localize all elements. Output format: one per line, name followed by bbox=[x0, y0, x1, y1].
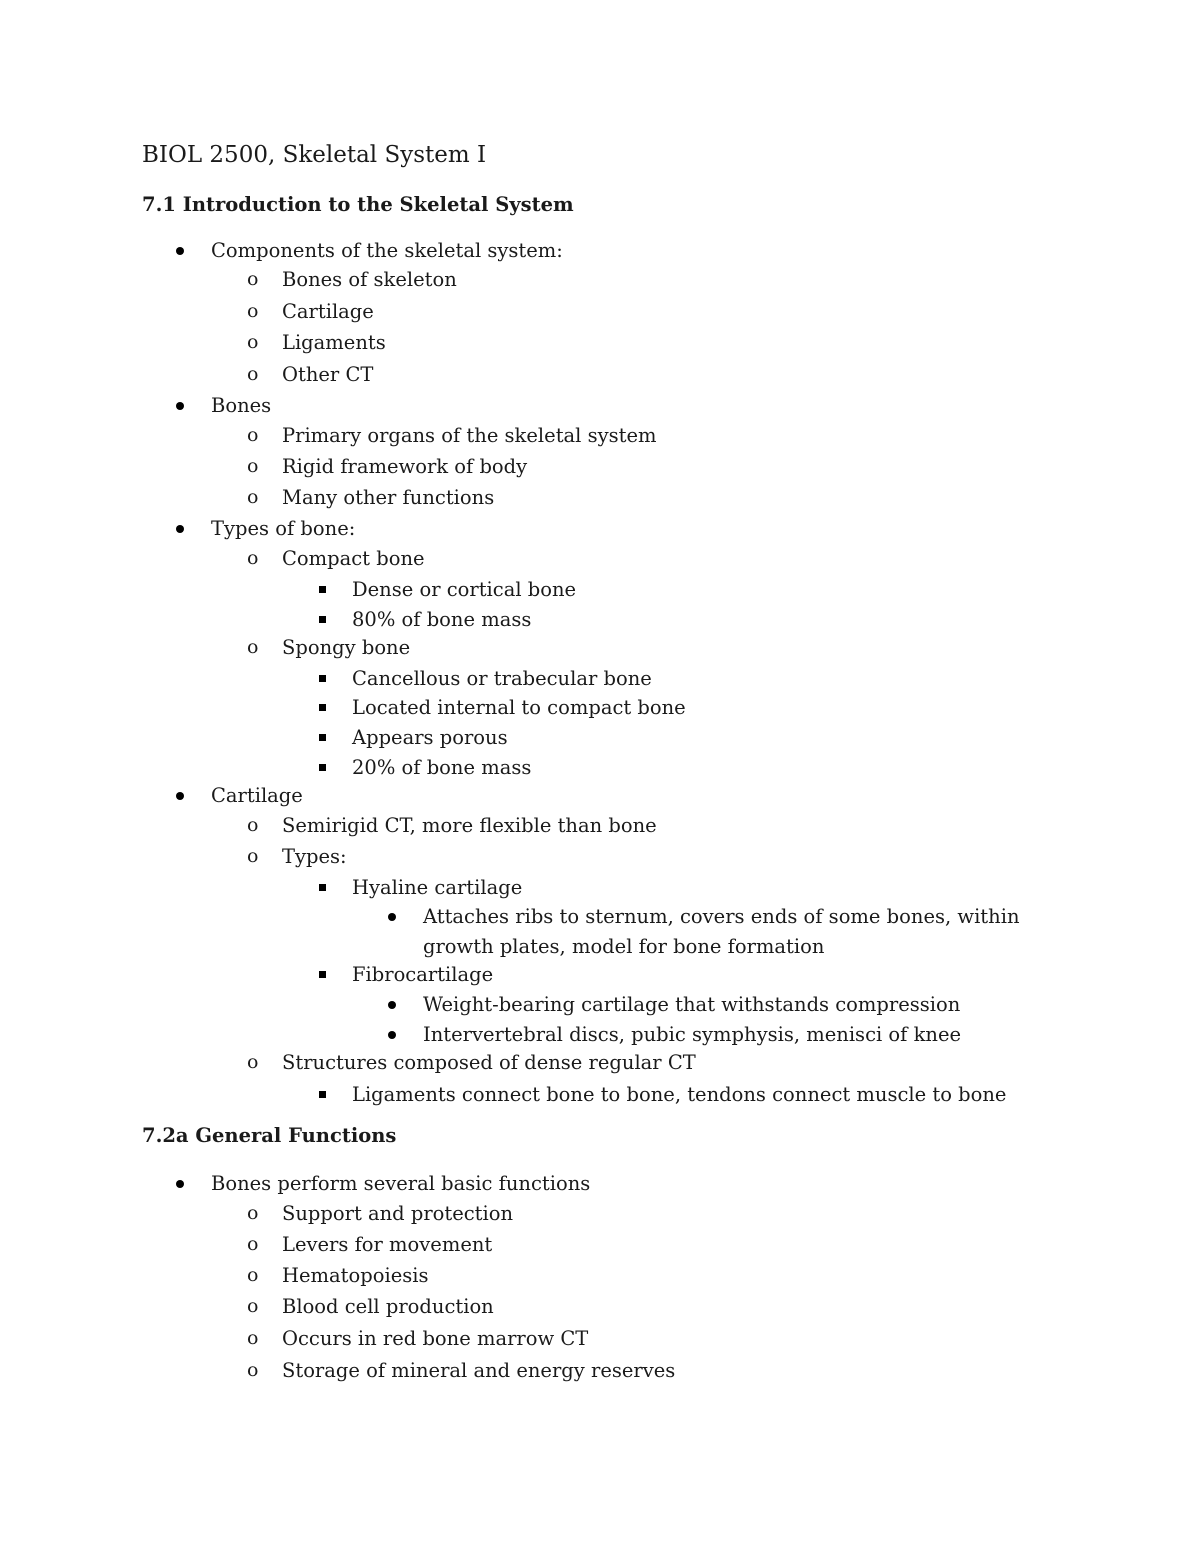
bullet-dot-icon bbox=[388, 913, 396, 921]
bullet-square-icon bbox=[319, 764, 326, 771]
bullet-circle-icon: o bbox=[247, 636, 259, 658]
bullet-square-icon bbox=[319, 704, 326, 711]
document-title: BIOL 2500, Skeletal System I bbox=[142, 142, 487, 168]
list-item-level-2: Levers for movement bbox=[282, 1233, 493, 1256]
list-item-level-1: Bones bbox=[211, 394, 272, 417]
list-item-level-2: Many other functions bbox=[282, 486, 495, 509]
list-item-level-2: Primary organs of the skeletal system bbox=[282, 424, 657, 447]
section-heading: 7.1 Introduction to the Skeletal System bbox=[142, 193, 574, 216]
list-item-level-2: Occurs in red bone marrow CT bbox=[282, 1327, 589, 1350]
list-item-level-2: Compact bone bbox=[282, 547, 425, 570]
bullet-circle-icon: o bbox=[247, 424, 259, 446]
list-item-level-4: Weight-bearing cartilage that withstands compression bbox=[423, 993, 961, 1016]
bullet-square-icon bbox=[319, 734, 326, 741]
list-item-level-3: Fibrocartilage bbox=[352, 963, 494, 986]
bullet-dot-icon bbox=[176, 525, 184, 533]
bullet-circle-icon: o bbox=[247, 300, 259, 322]
list-item-level-4: growth plates, model for bone formation bbox=[423, 935, 825, 958]
list-item-level-3: Hyaline cartilage bbox=[352, 876, 523, 899]
list-item-level-2: Semirigid CT, more flexible than bone bbox=[282, 814, 657, 837]
list-item-level-1: Components of the skeletal system: bbox=[211, 239, 563, 262]
bullet-dot-icon bbox=[176, 402, 184, 410]
list-item-level-2: Structures composed of dense regular CT bbox=[282, 1051, 696, 1074]
list-item-level-3: Dense or cortical bone bbox=[352, 578, 577, 601]
list-item-level-2: Cartilage bbox=[282, 300, 374, 323]
list-item-level-1: Bones perform several basic functions bbox=[211, 1172, 591, 1195]
bullet-square-icon bbox=[319, 1091, 326, 1098]
list-item-level-2: Ligaments bbox=[282, 331, 386, 354]
bullet-circle-icon: o bbox=[247, 363, 259, 385]
list-item-level-2: Storage of mineral and energy reserves bbox=[282, 1359, 676, 1382]
bullet-circle-icon: o bbox=[247, 1233, 259, 1255]
list-item-level-2: Bones of skeleton bbox=[282, 268, 457, 291]
bullet-square-icon bbox=[319, 675, 326, 682]
bullet-circle-icon: o bbox=[247, 1327, 259, 1349]
list-item-level-1: Cartilage bbox=[211, 784, 303, 807]
list-item-level-1: Types of bone: bbox=[211, 517, 356, 540]
list-item-level-2: Blood cell production bbox=[282, 1295, 494, 1318]
bullet-square-icon bbox=[319, 884, 326, 891]
list-item-level-2: Spongy bone bbox=[282, 636, 411, 659]
bullet-circle-icon: o bbox=[247, 547, 259, 569]
bullet-circle-icon: o bbox=[247, 1359, 259, 1381]
list-item-level-3: 20% of bone mass bbox=[352, 756, 532, 779]
list-item-level-3: Appears porous bbox=[352, 726, 508, 749]
bullet-circle-icon: o bbox=[247, 1051, 259, 1073]
list-item-level-2: Types: bbox=[282, 845, 347, 868]
bullet-circle-icon: o bbox=[247, 1264, 259, 1286]
bullet-circle-icon: o bbox=[247, 455, 259, 477]
bullet-circle-icon: o bbox=[247, 268, 259, 290]
list-item-level-2: Other CT bbox=[282, 363, 374, 386]
bullet-square-icon bbox=[319, 586, 326, 593]
bullet-circle-icon: o bbox=[247, 845, 259, 867]
list-item-level-3: 80% of bone mass bbox=[352, 608, 532, 631]
bullet-circle-icon: o bbox=[247, 1202, 259, 1224]
bullet-dot-icon bbox=[388, 1031, 396, 1039]
bullet-dot-icon bbox=[176, 792, 184, 800]
list-item-level-2: Hematopoiesis bbox=[282, 1264, 429, 1287]
bullet-circle-icon: o bbox=[247, 486, 259, 508]
bullet-circle-icon: o bbox=[247, 1295, 259, 1317]
bullet-square-icon bbox=[319, 616, 326, 623]
bullet-dot-icon bbox=[388, 1001, 396, 1009]
bullet-dot-icon bbox=[176, 1180, 184, 1188]
bullet-circle-icon: o bbox=[247, 814, 259, 836]
list-item-level-3: Ligaments connect bone to bone, tendons connect muscle to bone bbox=[352, 1083, 1007, 1106]
bullet-circle-icon: o bbox=[247, 331, 259, 353]
bullet-dot-icon bbox=[176, 247, 184, 255]
list-item-level-3: Located internal to compact bone bbox=[352, 696, 686, 719]
list-item-level-4: Attaches ribs to sternum, covers ends of some bones, within bbox=[423, 905, 1020, 928]
bullet-square-icon bbox=[319, 971, 326, 978]
list-item-level-2: Support and protection bbox=[282, 1202, 514, 1225]
list-item-level-4: Intervertebral discs, pubic symphysis, menisci of knee bbox=[423, 1023, 962, 1046]
list-item-level-2: Rigid framework of body bbox=[282, 455, 528, 478]
list-item-level-3: Cancellous or trabecular bone bbox=[352, 667, 652, 690]
section-heading: 7.2a General Functions bbox=[142, 1124, 397, 1147]
